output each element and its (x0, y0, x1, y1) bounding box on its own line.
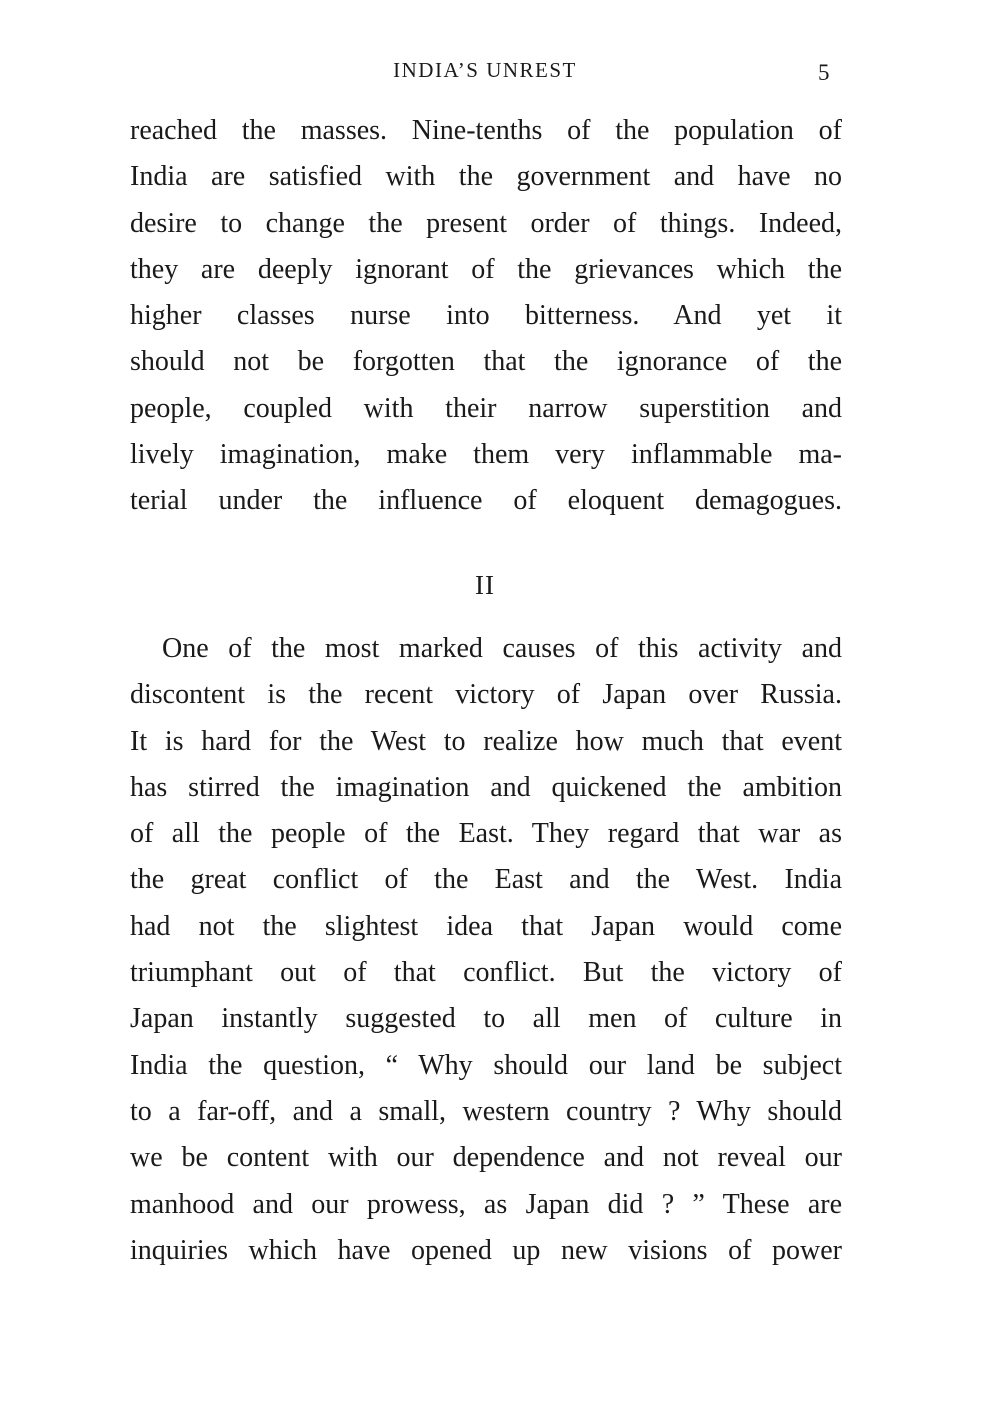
text-line: One of the most marked causes of this activity and (162, 633, 842, 664)
page-header (0, 54, 1000, 90)
text-line: India the question, “ Why should our land be subject (130, 1049, 842, 1081)
text-line: reached the masses. Nine-tenths of the population of (130, 115, 842, 146)
text-line: people, coupled with their narrow superstition and (130, 392, 842, 424)
text-line: the great conflict of the East and the West. India (130, 864, 842, 896)
page-number: 5 (818, 60, 830, 85)
paragraph-one (130, 108, 842, 525)
text-line: should not be forgotten that the ignorance of the (130, 346, 842, 378)
text-line: has stirred the imagination and quickened the ambition (130, 771, 842, 803)
text-line: higher classes nurse into bitterness. And yet it (130, 300, 842, 332)
text-line: triumphant out of that conflict. But the victory of (130, 957, 842, 989)
text-line: Japan instantly suggested to all men of culture in (130, 1003, 842, 1035)
text-line: they are deeply ignorant of the grievances which the (130, 253, 842, 285)
text-line: inquiries which have opened up new visions of power (130, 1234, 842, 1266)
text-line: lively imagination, make them very inflammable ma- (130, 439, 842, 471)
text-line: It is hard for the West to realize how much that event (130, 725, 842, 757)
text-line: manhood and our prowess, as Japan did ? ” These are (130, 1188, 842, 1220)
text-line: we be content with our dependence and not reveal our (130, 1142, 842, 1174)
text-line: terial under the influence of eloquent demagogues. (130, 485, 842, 517)
section-numeral: II (475, 570, 495, 600)
paragraph-two (130, 626, 842, 1274)
text-line: to a far-off, and a small, western country ? Why should (130, 1095, 842, 1127)
text-line: of all the people of the East. They regard that war as (130, 818, 842, 850)
text-line: desire to change the present order of things. Indeed, (130, 207, 842, 239)
text-line: had not the slightest idea that Japan would come (130, 910, 842, 942)
running-title: INDIA’S UNREST (393, 58, 577, 82)
text-line: India are satisfied with the government and have no (130, 161, 842, 193)
text-line: discontent is the recent victory of Japan over Russia. (130, 679, 842, 711)
